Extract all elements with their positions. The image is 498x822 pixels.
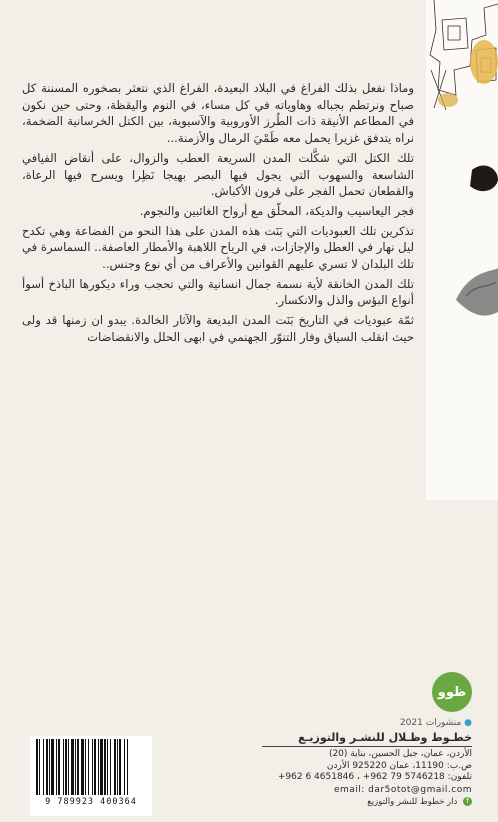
bullet-icon: ● [464, 718, 472, 728]
address-line: ص.ب: 11190، عمان 925220 الأردن [326, 760, 472, 771]
publisher-info [262, 731, 472, 808]
social-handle-text: دار خطوط للنشر والتوزيع [367, 796, 458, 807]
publisher-logo [432, 672, 472, 712]
isbn-number: 9 789923 400364 [45, 797, 137, 807]
paragraph: تذكرين تلك العبوديات التي بَنَت هذه المدن على هذا النحو من الفضاعة وهي تكدح ليل نهار في العطل والإجازات، في الرياح اللاهبة والأمطار العاصفة.. السماسرة في تلك البلدان لا تسري عليهم القوانين والأعراف من أي نوع وجنس.. [22, 223, 414, 272]
publisher-name: خطـوط وظـلال للنشـر والتوزيـع [262, 731, 472, 747]
publication-year-label [400, 718, 472, 728]
paragraph: ثمّة عبوديات في التاريخ بَنَت المدن البديعة والآثار الخالدة. يبدو ان زمنها قد ولى حيث انقلب السياق وفار التنوّر الجهنمي في ابهى الحلل والانقضاضات [22, 313, 414, 344]
back-cover-text [22, 80, 414, 349]
publisher-email: email: dar5otot@gmail.com [333, 784, 472, 795]
address-line: الأردن، عمان، جبل الحسين، بناية (20) [328, 749, 472, 759]
facebook-icon: f [463, 797, 472, 806]
address-line: تلفون: 5746218 79 962+ ، 4651846 6 962+ [277, 772, 472, 783]
social-handle [262, 796, 472, 808]
paragraph: وماذا نفعل بذلك الفراغ في البلاد البعيدة، الفراغ الذي نتعثر بصخوره المسننة كل صباح ونرتطم بجباله وهاوياته في كل مساء، في النوم واليقظة، وحتى حين نكون في المطاعم الأنيقة ذات الطُرز الأوروبية والآسيوية، بين الكتل الخرسانية الضخمة، نراه يتدفق غزيرا يحمل معه طَمْيَ الرمال والأزمنة... [22, 81, 414, 146]
series-label: منشورات 2021 [399, 718, 462, 728]
paragraph: فجر اليعاسيب والديكة، المحلّق مع أرواح الغائبين والنجوم. [139, 203, 414, 218]
paragraph: تلك المدن الخانقة لأية نسمة جمال انسانية والتي تحجب وراء ديكورها الباذخ أسوأ أنواع البؤس والذل والانكسار. [22, 276, 414, 308]
publisher-logo-text: ظوو [437, 684, 467, 700]
cover-artwork-strip [426, 0, 498, 500]
barcode-bars-icon [34, 739, 148, 797]
isbn-barcode [30, 736, 152, 816]
artwork-illustration [426, 0, 498, 500]
paragraph: تلك الكتل التي شكَّلت المدن السريعة العطب والزوال، على أنقاض الفيافي الشاسعة والسهوب التي يجول فيها البصر بهيجا نَظِرا ويسرح فيها الرعاة، والقطعان تحمل الفجر على قرون الأكباش. [22, 150, 414, 199]
